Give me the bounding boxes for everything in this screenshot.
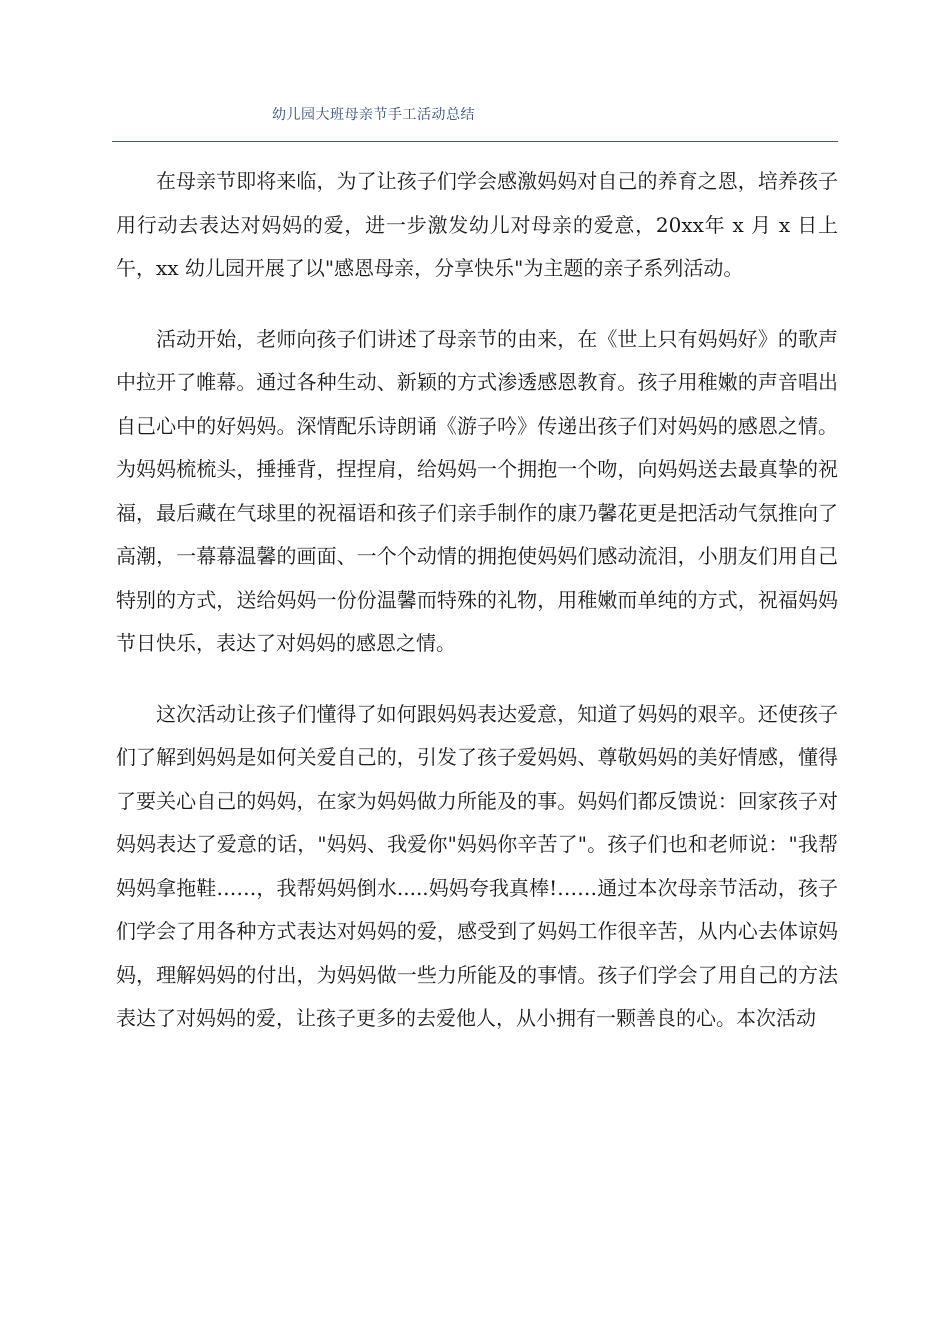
paragraph-1: 在母亲节即将来临，为了让孩子们学会感激妈妈对自己的养育之恩，培养孩子用行动去表达对妈妈的爱，进一步激发幼儿对母亲的爱意，20xx年 x 月 x 日上午，xx 幼儿园开展了以"感恩母亲，分享快乐"为主题的亲子系列活动。 (116, 169, 838, 280)
paragraph-2: 活动开始，老师向孩子们讲述了母亲节的由来，在《世上只有妈妈好》的歌声中拉开了帷幕。通过各种生动、新颖的方式渗透感恩教育。孩子用稚嫩的声音唱出自己心中的好妈妈。深情配乐诗朗诵《游子吟》传递出孩子们对妈妈的感恩之情。为妈妈梳梳头，捶捶背，捏捏肩，给妈妈一个拥抱一个吻，向妈妈送去最真挚的祝福，最后藏在气球里的祝福语和孩子们亲手制作的康乃馨花更是把活动气氛推向了高潮，一幕幕温馨的画面、一个个动情的拥抱使妈妈们感动流泪，小朋友们用自己特别的方式，送给妈妈一份份温馨而特殊的礼物，用稚嫩而单纯的方式，祝福妈妈节日快乐，表达了对妈妈的感恩之情。 (116, 326, 838, 655)
document-body (116, 160, 838, 1068)
header-divider (112, 141, 838, 142)
paragraph-3: 这次活动让孩子们懂得了如何跟妈妈表达爱意，知道了妈妈的艰辛。还使孩子们了解到妈妈是如何关爱自己的，引发了孩子爱妈妈、尊敬妈妈的美好情感，懂得了要关心自己的妈妈，在家为妈妈做力所能及的事。妈妈们都反馈说：回家孩子对妈妈表达了爱意的话，"妈妈、我爱你"妈妈你辛苦了"。孩子们也和老师说："我帮妈妈拿拖鞋……，我帮妈妈倒水.....妈妈夸我真棒!……通过本次母亲节活动，孩子们学会了用各种方式表达对妈妈的爱，感受到了妈妈工作很辛苦，从内心去体谅妈妈，理解妈妈的付出，为妈妈做一些力所能及的事情。孩子们学会了用自己的方法表达了对妈妈的爱，让孩子更多的去爱他人，从小拥有一颗善良的心。本次活动 (116, 701, 838, 1030)
page-header-title: 幼儿园大班母亲节手工活动总结 (272, 107, 475, 123)
